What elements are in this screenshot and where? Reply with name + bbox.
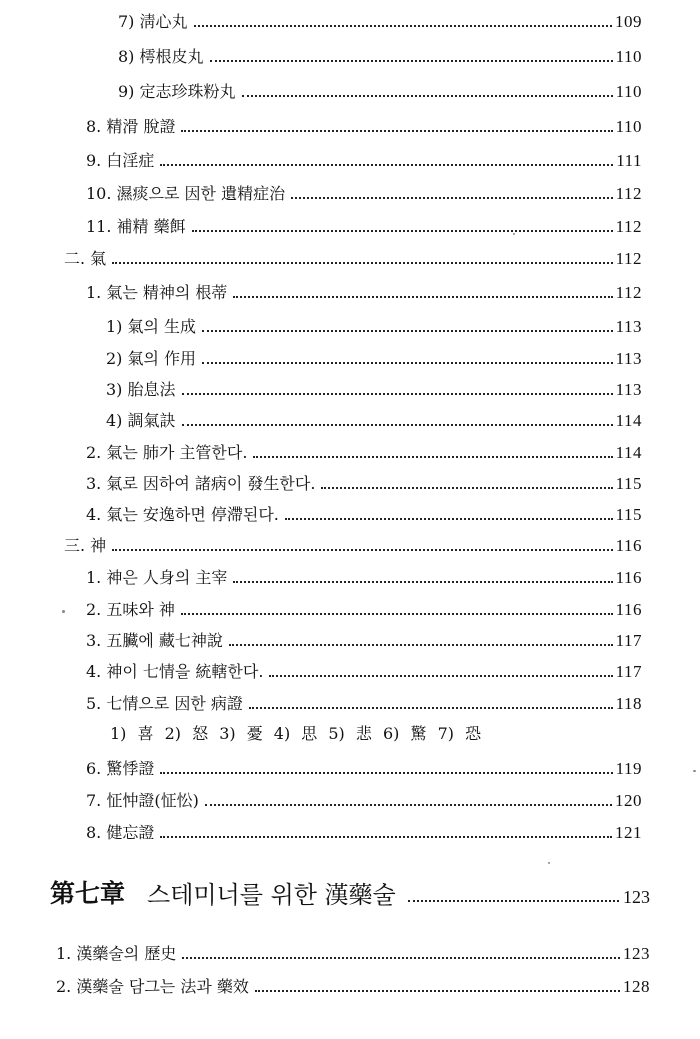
- dot-leader: [192, 230, 613, 232]
- toc-entry: [86, 753, 642, 779]
- toc-entry: [86, 211, 642, 237]
- toc-entry-page: 113: [615, 349, 642, 368]
- toc-entry-label: 9. 白淫症: [86, 151, 155, 170]
- toc-entry: [86, 594, 642, 620]
- dot-leader: [194, 25, 612, 27]
- toc-entry: [86, 562, 642, 588]
- toc-entry-page: 110: [615, 47, 642, 66]
- toc-entry: [86, 145, 642, 171]
- toc-section: [64, 243, 642, 269]
- scan-speck: [548, 862, 550, 864]
- toc-entry: [118, 41, 642, 67]
- toc-entry-label: 1. 神은 人身의 主宰: [86, 568, 228, 587]
- toc-entry: [118, 76, 642, 102]
- toc-entry-label: 2. 漢藥술 담그는 法과 藥效: [56, 977, 249, 996]
- toc-entry-page: 112: [615, 217, 642, 236]
- toc-entry-page: 112: [615, 184, 642, 203]
- dot-leader: [160, 772, 612, 774]
- toc-entry: [86, 111, 642, 137]
- toc-entry-page: 112: [615, 283, 642, 302]
- emotions-list: 1) 喜 2) 怒 3) 憂 4) 思 5) 悲 6) 驚 7) 恐: [110, 724, 482, 743]
- dot-leader: [205, 804, 612, 806]
- dot-leader: [182, 393, 613, 395]
- toc-entry-page: 121: [615, 823, 642, 842]
- dot-leader: [253, 456, 612, 458]
- toc-entry: [86, 468, 642, 494]
- toc-entry-page: 116: [615, 600, 642, 619]
- dot-leader: [249, 707, 613, 709]
- toc-entry-label: 三. 神: [64, 536, 107, 555]
- toc-entry-label: 5. 七情으로 因한 病證: [86, 694, 243, 713]
- toc-section: [64, 530, 642, 556]
- toc-entry-label: 2. 五味와 神: [86, 600, 175, 619]
- toc-entry: [118, 6, 642, 32]
- chapter-heading: [50, 876, 650, 910]
- toc-entry-page: 110: [615, 117, 642, 136]
- toc-entry: [86, 437, 642, 463]
- toc-entry-page: 123: [623, 944, 650, 963]
- chapter-title: 스테미너를 위한 漢藥술: [147, 881, 396, 909]
- toc-entry-page: 112: [615, 249, 642, 268]
- toc-entry-page: 128: [623, 977, 650, 996]
- toc-entry-label: 11. 補精 藥餌: [86, 217, 186, 236]
- toc-entry: [106, 405, 642, 431]
- toc-entry-label: 9) 定志珍珠粉丸: [118, 82, 236, 101]
- dot-leader: [291, 197, 613, 199]
- toc-entry-page: 118: [615, 694, 642, 713]
- scan-speck: [513, 233, 515, 235]
- dot-leader: [242, 95, 613, 97]
- toc-entry-label: 2. 氣는 肺가 主管한다.: [86, 443, 248, 462]
- dot-leader: [233, 581, 612, 583]
- toc-entry: [86, 817, 642, 843]
- dot-leader: [408, 900, 619, 902]
- dot-leader: [285, 518, 613, 520]
- toc-entry-label: 8. 健忘證: [86, 823, 155, 842]
- toc-entry-page: 116: [615, 568, 642, 587]
- toc-entry-label: 1. 氣는 精神의 根蒂: [86, 283, 228, 302]
- dot-leader: [210, 60, 613, 62]
- toc-entry-label: 1. 漢藥술의 歷史: [56, 944, 177, 963]
- toc-entry-label: 二. 氣: [64, 249, 107, 268]
- toc-entry: [86, 178, 642, 204]
- toc-entry-label: 4. 神이 七情을 統轄한다.: [86, 662, 264, 681]
- dot-leader: [269, 675, 612, 677]
- toc-entry: [106, 374, 642, 400]
- toc-entry-page: 117: [615, 631, 642, 650]
- toc-entry-page: 114: [615, 443, 642, 462]
- toc-entry: [86, 277, 642, 303]
- dot-leader: [182, 424, 613, 426]
- toc-entry-label: 3) 胎息法: [106, 380, 176, 399]
- dot-leader: [160, 836, 612, 838]
- toc-entry-page: 120: [615, 791, 642, 810]
- dot-leader: [202, 362, 613, 364]
- toc-entry-label: 3. 氣로 因하여 諸病이 發生한다.: [86, 474, 316, 493]
- toc-entry-page: 119: [615, 759, 642, 778]
- toc-entry-page: 113: [615, 380, 642, 399]
- toc-entry-page: 115: [615, 474, 642, 493]
- chapter-entry: [56, 971, 650, 997]
- scan-speck: [693, 770, 696, 772]
- dot-leader: [112, 262, 612, 264]
- scan-speck: [62, 610, 65, 613]
- chapter-page: 123: [623, 887, 650, 907]
- toc-entry-page: 116: [615, 536, 642, 555]
- toc-entry-label: 4) 調氣訣: [106, 411, 176, 430]
- chapter-number: 第七章: [50, 879, 126, 908]
- toc-entry-page: 114: [615, 411, 642, 430]
- dot-leader: [182, 957, 620, 959]
- toc-entry-label: 8. 精滑 脫證: [86, 117, 176, 136]
- toc-entry: [86, 625, 642, 651]
- toc-entry-page: 111: [616, 151, 642, 170]
- toc-entry-page: 109: [615, 12, 642, 31]
- toc-entry-label: 8) 樗根皮丸: [118, 47, 204, 66]
- dot-leader: [181, 130, 612, 132]
- toc-entry-page: 117: [615, 662, 642, 681]
- toc-entry: [86, 499, 642, 525]
- dot-leader: [181, 613, 613, 615]
- dot-leader: [233, 296, 612, 298]
- toc-entry-label: 7. 怔忡證(怔忪): [86, 791, 199, 810]
- toc-entry: [86, 785, 642, 811]
- toc-entry-label: 6. 驚悸證: [86, 759, 155, 778]
- dot-leader: [229, 644, 613, 646]
- toc-entry-label: 10. 濕痰으로 因한 遺精症治: [86, 184, 286, 203]
- toc-entry-label: 1) 氣의 生成: [106, 317, 197, 336]
- toc-entry-label: 3. 五臟에 藏七神說: [86, 631, 223, 650]
- toc-entry: [106, 343, 642, 369]
- toc-entry-label: 7) 淸心丸: [118, 12, 188, 31]
- chapter-entry: [56, 938, 650, 964]
- toc-entry-page: 113: [615, 317, 642, 336]
- dot-leader: [202, 330, 613, 332]
- toc-entry-label: 2) 氣의 作用: [106, 349, 197, 368]
- dot-leader: [160, 164, 613, 166]
- dot-leader: [255, 990, 620, 992]
- toc-entry: [106, 311, 642, 337]
- toc-entry-page: 115: [615, 505, 642, 524]
- toc-entry-label: 4. 氣는 安逸하면 停滯된다.: [86, 505, 279, 524]
- dot-leader: [321, 487, 612, 489]
- dot-leader: [112, 549, 612, 551]
- toc-entry: [86, 656, 642, 682]
- toc-entry-page: 110: [615, 82, 642, 101]
- toc-entry: [86, 688, 642, 714]
